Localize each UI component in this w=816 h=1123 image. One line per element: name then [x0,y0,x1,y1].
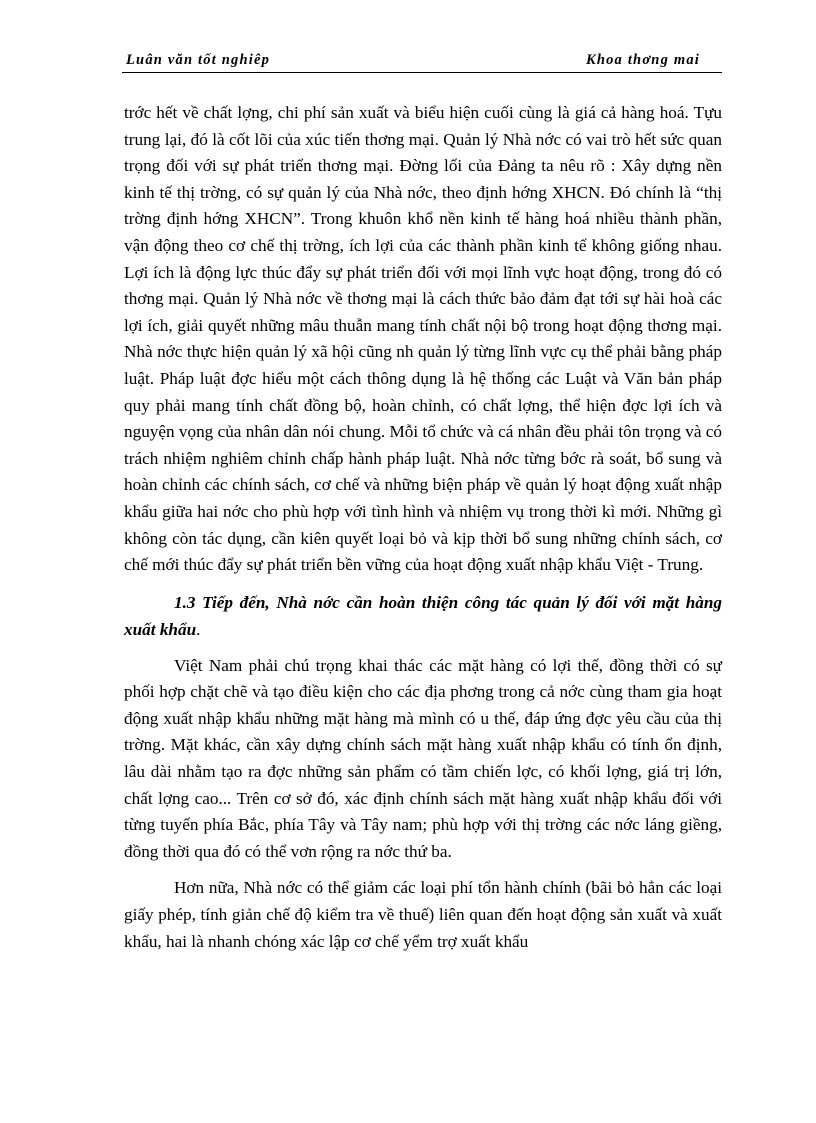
page-header [122,52,722,72]
section-heading [124,589,722,643]
header-faculty: Khoa thơng mai [585,52,700,68]
section-heading-period: . [196,619,201,639]
paragraph-1: trớc hết về chất lợng, chi phí sản xuất và biểu hiện cuối cùng là giá cả hàng hoá. Tựu trung lại, đó là cốt lõi của xúc tiến thơng mại. Quản lý Nhà nớc có vai trò hết sức quan trọng đối với sự phát triển thơng mại. Đờng lối của Đảng ta nêu rõ : Xây dựng nền kinh tế thị trờng, có sự quản lý của Nhà nớc, theo định hớng XHCN. Đó chính là “thị trờng định hớng XHCN”. Trong khuôn khổ nền kinh tế hàng hoá nhiều thành phần, vận động theo cơ chế thị trờng, ích lợi của các thành phần kinh tế không giống nhau. Lợi ích là động lực thúc đẩy sự phát triển đối với mọi lĩnh vực hoạt động, trong đó có thơng mại. Quản lý Nhà nớc về thơng mại là cách thức bảo đảm đạt tới sự hài hoà các lợi ích, giải quyết những mâu thuẫn mang tính chất nội bộ trong hoạt động thơng mại. Nhà nớc thực hiện quản lý xã hội cũng nh quản lý từng lĩnh vực cụ thể phải bằng pháp luật. Pháp luật đợc hiểu một cách thông dụng là hệ thống các Luật và Văn bản pháp quy phải mang tính chất đồng bộ, hoàn chỉnh, có chất lợng, thể hiện đợc lợi ích và nguyện vọng của nhân dân nói chung. Mỗi tổ chức và cá nhân đều phải tôn trọng và có trách nhiệm nghiêm chỉnh chấp hành pháp luật. Nhà nớc từng bớc rà soát, bổ sung và hoàn chỉnh các chính sách, cơ chế và những biện pháp về quản lý hoạt động xuất nhập khẩu giữa hai nớc cho phù hợp với tình hình và nhiệm vụ trong thời kì mới. Những gì không còn tác dụng, cần kiên quyết loại bỏ và kịp thời bổ sung những chính sách, cơ chế mới thúc đẩy sự phát triển bền vững của hoạt động xuất nhập khẩu Việt - Trung. [124,103,722,575]
paragraph-3: Hơn nữa, Nhà nớc có thể giảm các loại phí tổn hành chính (bãi bỏ hẳn các loại giấy phép, tính giản chế độ kiểm tra về thuế) liên quan đến hoạt động sản xuất và xuất khẩu, hai là nhanh chóng xác lập cơ chế yểm trợ xuất khẩu [124,878,722,951]
document-body [124,100,722,955]
paragraph-2: Việt Nam phải chú trọng khai thác các mặt hàng có lợi thế, đồng thời có sự phối hợp chặt chẽ và tạo điều kiện cho các địa phơng trong cả nớc cùng tham gia hoạt động xuất nhập khẩu những mặt hàng mà mình có u thế, đáp ứng đợc yêu cầu của thị trờng. Mặt khác, cần xây dựng chính sách mặt hàng xuất nhập khẩu có tính ổn định, lâu dài nhằm tạo ra đợc những sản phẩm có tầm chiến lợc, có khối lợng, giá trị lớn, chất lợng cao... Trên cơ sở đó, xác định chính sách mặt hàng xuất nhập khẩu đối với từng tuyến phía Bắc, phía Tây và Tây nam; phù hợp với thị trờng các nớc láng giềng, đồng thời qua đó có thể vơn rộng ra nớc thứ ba. [124,655,722,861]
header-divider [122,72,722,73]
section-heading-text: 1.3 Tiếp đến, Nhà nớc cần hoàn thiện công tác quản lý đối với mặt hàng xuất khẩu [124,592,722,639]
header-thesis-title: Luân văn tốt nghiêp [126,52,271,68]
